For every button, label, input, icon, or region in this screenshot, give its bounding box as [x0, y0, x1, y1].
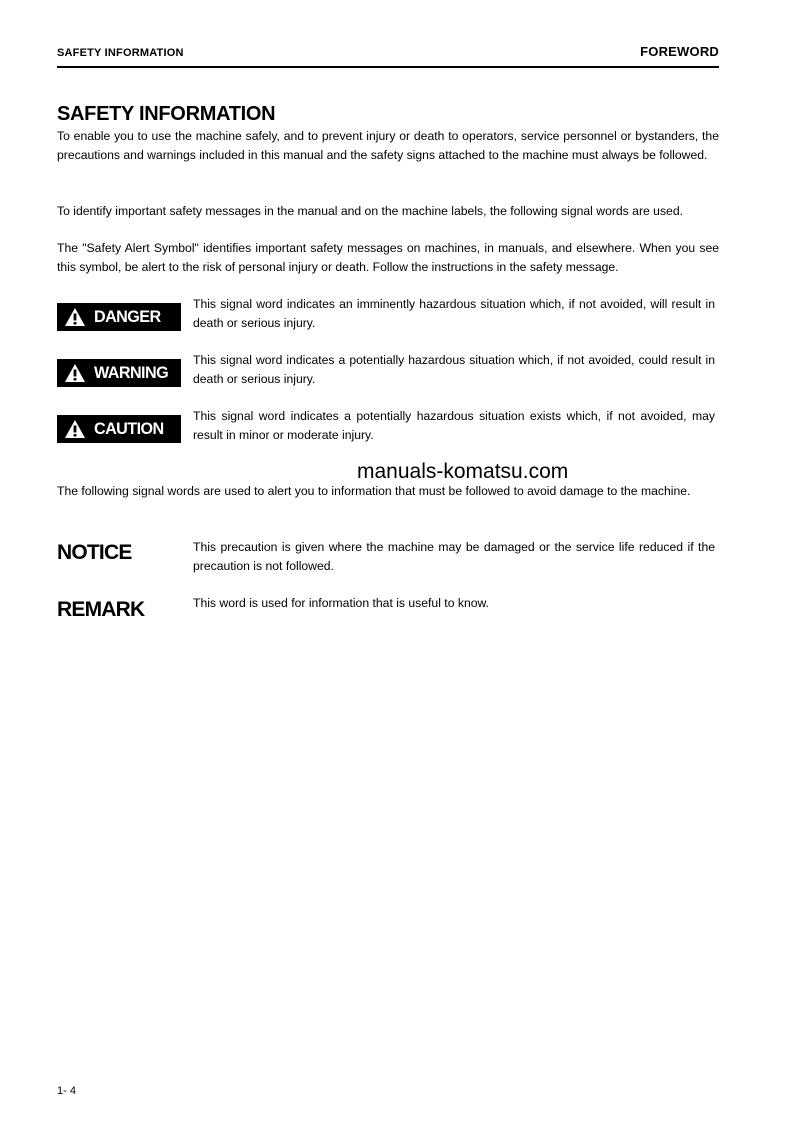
page-header	[57, 44, 719, 68]
remark-label: REMARK	[57, 598, 145, 621]
damage-paragraph: The following signal words are used to alert you to information that must be followed to avoid damage to the machine.	[57, 484, 691, 498]
caution-label-text: CAUTION	[94, 419, 164, 438]
danger-label-text: DANGER	[94, 307, 161, 326]
watermark-text: manuals-komatsu.com	[357, 460, 569, 483]
remark-description: This word is used for information that is useful to know.	[193, 596, 490, 610]
warning-label-text: WARNING	[94, 363, 169, 382]
warning-triangle-icon	[64, 363, 86, 383]
intro-paragraph: To enable you to use the machine safely, and to prevent injury or death to operators, service personnel or bystanders, the precautions and warnings included in this manual and the safety signs attached to the machine must always be followed.	[57, 129, 719, 162]
danger-description: This signal word indicates an imminently hazardous situation which, if not avoided, will result in death or serious injury.	[193, 297, 715, 330]
danger-label	[57, 303, 181, 331]
notice-label: NOTICE	[57, 541, 132, 564]
header-section-title: SAFETY INFORMATION	[57, 47, 184, 59]
signal-words-paragraph: To identify important safety messages in the manual and on the machine labels, the following signal words are used.	[57, 204, 683, 218]
caution-description: This signal word indicates a potentially hazardous situation exists which, if not avoided, may result in minor or moderate injury.	[193, 409, 715, 442]
notice-description: This precaution is given where the machine may be damaged or the service life reduced if the precaution is not followed.	[193, 540, 715, 573]
warning-triangle-icon	[64, 419, 86, 439]
caution-label	[57, 415, 181, 443]
page-title: SAFETY INFORMATION	[57, 103, 276, 125]
header-chapter-title: FOREWORD	[640, 44, 719, 59]
warning-description: This signal word indicates a potentially hazardous situation which, if not avoided, could result in death or serious injury.	[193, 353, 715, 386]
warning-label	[57, 359, 181, 387]
alert-symbol-paragraph: The "Safety Alert Symbol" identifies important safety messages on machines, in manuals, and elsewhere. When you see this symbol, be alert to the risk of personal injury or death. Follow the instructions in the safety message.	[57, 241, 719, 274]
page-number: 1- 4	[57, 1085, 76, 1097]
warning-triangle-icon	[64, 307, 86, 327]
